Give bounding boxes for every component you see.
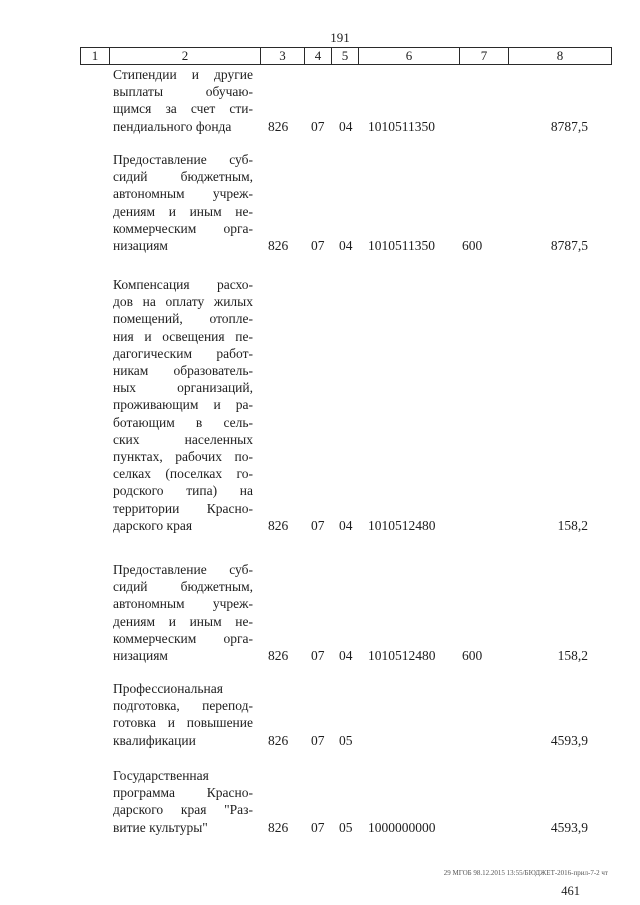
row-subsection-code: 04	[339, 237, 353, 253]
row-name-line: ских населенных	[113, 431, 253, 447]
row-name-line: коммерческим орга-	[113, 630, 253, 646]
row-section-code: 07	[311, 237, 325, 253]
row-name-line: Стипендии и другие	[113, 67, 253, 82]
table-row	[0, 680, 640, 749]
row-name-line: территории Красно-	[113, 500, 253, 516]
footer-page-number: 461	[561, 884, 580, 898]
row-name-line: подготовка, перепод-	[113, 698, 253, 714]
row-amount: 158,2	[557, 517, 588, 533]
row-name-line: пунктах, рабочих по-	[113, 449, 253, 465]
row-name-line: дениям и иным не-	[113, 613, 253, 629]
column-header-6: 6	[359, 48, 460, 65]
row-name-line: селках (поселках го-	[113, 466, 253, 482]
row-subsection-code: 05	[339, 819, 353, 835]
row-name-line: программа Красно-	[113, 785, 253, 801]
row-name-line: дов на оплату жилых	[113, 294, 253, 310]
row-expense-type: 600	[462, 237, 483, 253]
row-amount: 158,2	[557, 647, 588, 663]
row-section-code: 07	[311, 819, 325, 835]
row-subsection-code: 04	[339, 647, 353, 663]
row-name-line: ботающим в сель-	[113, 414, 253, 430]
row-name-line: щимся за счет сти-	[113, 101, 253, 117]
column-header-8: 8	[509, 48, 612, 65]
row-name-line: ния и освещения пе-	[113, 328, 253, 344]
row-name-line: Компенсация расхо-	[113, 277, 253, 292]
row-name-line: помещений, отопле-	[113, 311, 253, 327]
row-section-code: 07	[311, 647, 325, 663]
row-name-line: готовка и повышение	[113, 715, 253, 731]
row-name	[113, 276, 253, 534]
row-name-line: дагогическим работ-	[113, 345, 253, 361]
row-name-line: выплаты обучаю-	[113, 84, 253, 100]
row-name-line: сидий бюджетным,	[113, 169, 253, 185]
row-name-line: сидий бюджетным,	[113, 579, 253, 595]
row-name-line: низациям	[113, 238, 168, 254]
row-name-line: родского типа) на	[113, 483, 253, 499]
table-row	[0, 767, 640, 836]
row-amount: 8787,5	[550, 118, 588, 134]
row-name-line: Предоставление суб-	[113, 562, 253, 577]
row-name-line: Профессиональная	[113, 681, 223, 696]
row-target-article: 1010511350	[368, 237, 435, 253]
row-name-line: автономным учреж-	[113, 596, 253, 612]
row-name-line: пендиального фонда	[113, 118, 232, 134]
row-ved-code: 826	[268, 647, 289, 663]
row-target-article: 1000000000	[368, 819, 436, 835]
row-section-code: 07	[311, 118, 325, 134]
row-ved-code: 826	[268, 819, 289, 835]
row-name-line: Предоставление суб-	[113, 152, 253, 167]
column-header-3: 3	[261, 48, 305, 65]
column-header-5: 5	[332, 48, 359, 65]
row-name	[113, 561, 253, 664]
page-number: 191	[330, 30, 350, 45]
column-header-2: 2	[110, 48, 261, 65]
row-name-line: никам образователь-	[113, 363, 253, 379]
row-target-article: 1010511350	[368, 118, 435, 134]
table-row	[0, 561, 640, 664]
row-amount: 4593,9	[550, 819, 588, 835]
row-name-line: проживающим и ра-	[113, 397, 253, 413]
row-name-line: ных организаций,	[113, 380, 253, 396]
row-amount: 8787,5	[550, 237, 588, 253]
row-subsection-code: 04	[339, 517, 353, 533]
row-name-line: витие культуры"	[113, 819, 208, 835]
table-row	[0, 276, 640, 534]
row-ved-code: 826	[268, 732, 289, 748]
row-name	[113, 151, 253, 254]
table-row	[0, 151, 640, 254]
row-ved-code: 826	[268, 517, 289, 533]
row-name-line: квалификации	[113, 732, 196, 748]
row-expense-type: 600	[462, 647, 483, 663]
column-header-7: 7	[460, 48, 509, 65]
row-name-line: дениям и иным не-	[113, 203, 253, 219]
row-amount: 4593,9	[550, 732, 588, 748]
row-name-line: автономным учреж-	[113, 186, 253, 202]
row-name-line: дарского края "Раз-	[113, 802, 253, 818]
row-section-code: 07	[311, 732, 325, 748]
row-name-line: низациям	[113, 648, 168, 664]
row-name-line: дарского края	[113, 517, 193, 533]
row-name	[113, 767, 253, 836]
row-target-article: 1010512480	[368, 517, 436, 533]
row-ved-code: 826	[268, 237, 289, 253]
row-subsection-code: 05	[339, 732, 353, 748]
row-ved-code: 826	[268, 118, 289, 134]
column-header-1: 1	[81, 48, 110, 65]
table-row	[0, 66, 640, 135]
row-name-line: Государственная	[113, 768, 209, 783]
row-name	[113, 66, 253, 135]
row-subsection-code: 04	[339, 118, 353, 134]
row-target-article: 1010512480	[368, 647, 436, 663]
row-section-code: 07	[311, 517, 325, 533]
row-name-line: коммерческим орга-	[113, 220, 253, 236]
document-footer-id: 29 МГОБ 98.12.2015 13:55/БЮДЖЕТ-2016-прил-7-2 чт	[443, 869, 608, 877]
row-name	[113, 680, 253, 749]
column-header-4: 4	[305, 48, 332, 65]
